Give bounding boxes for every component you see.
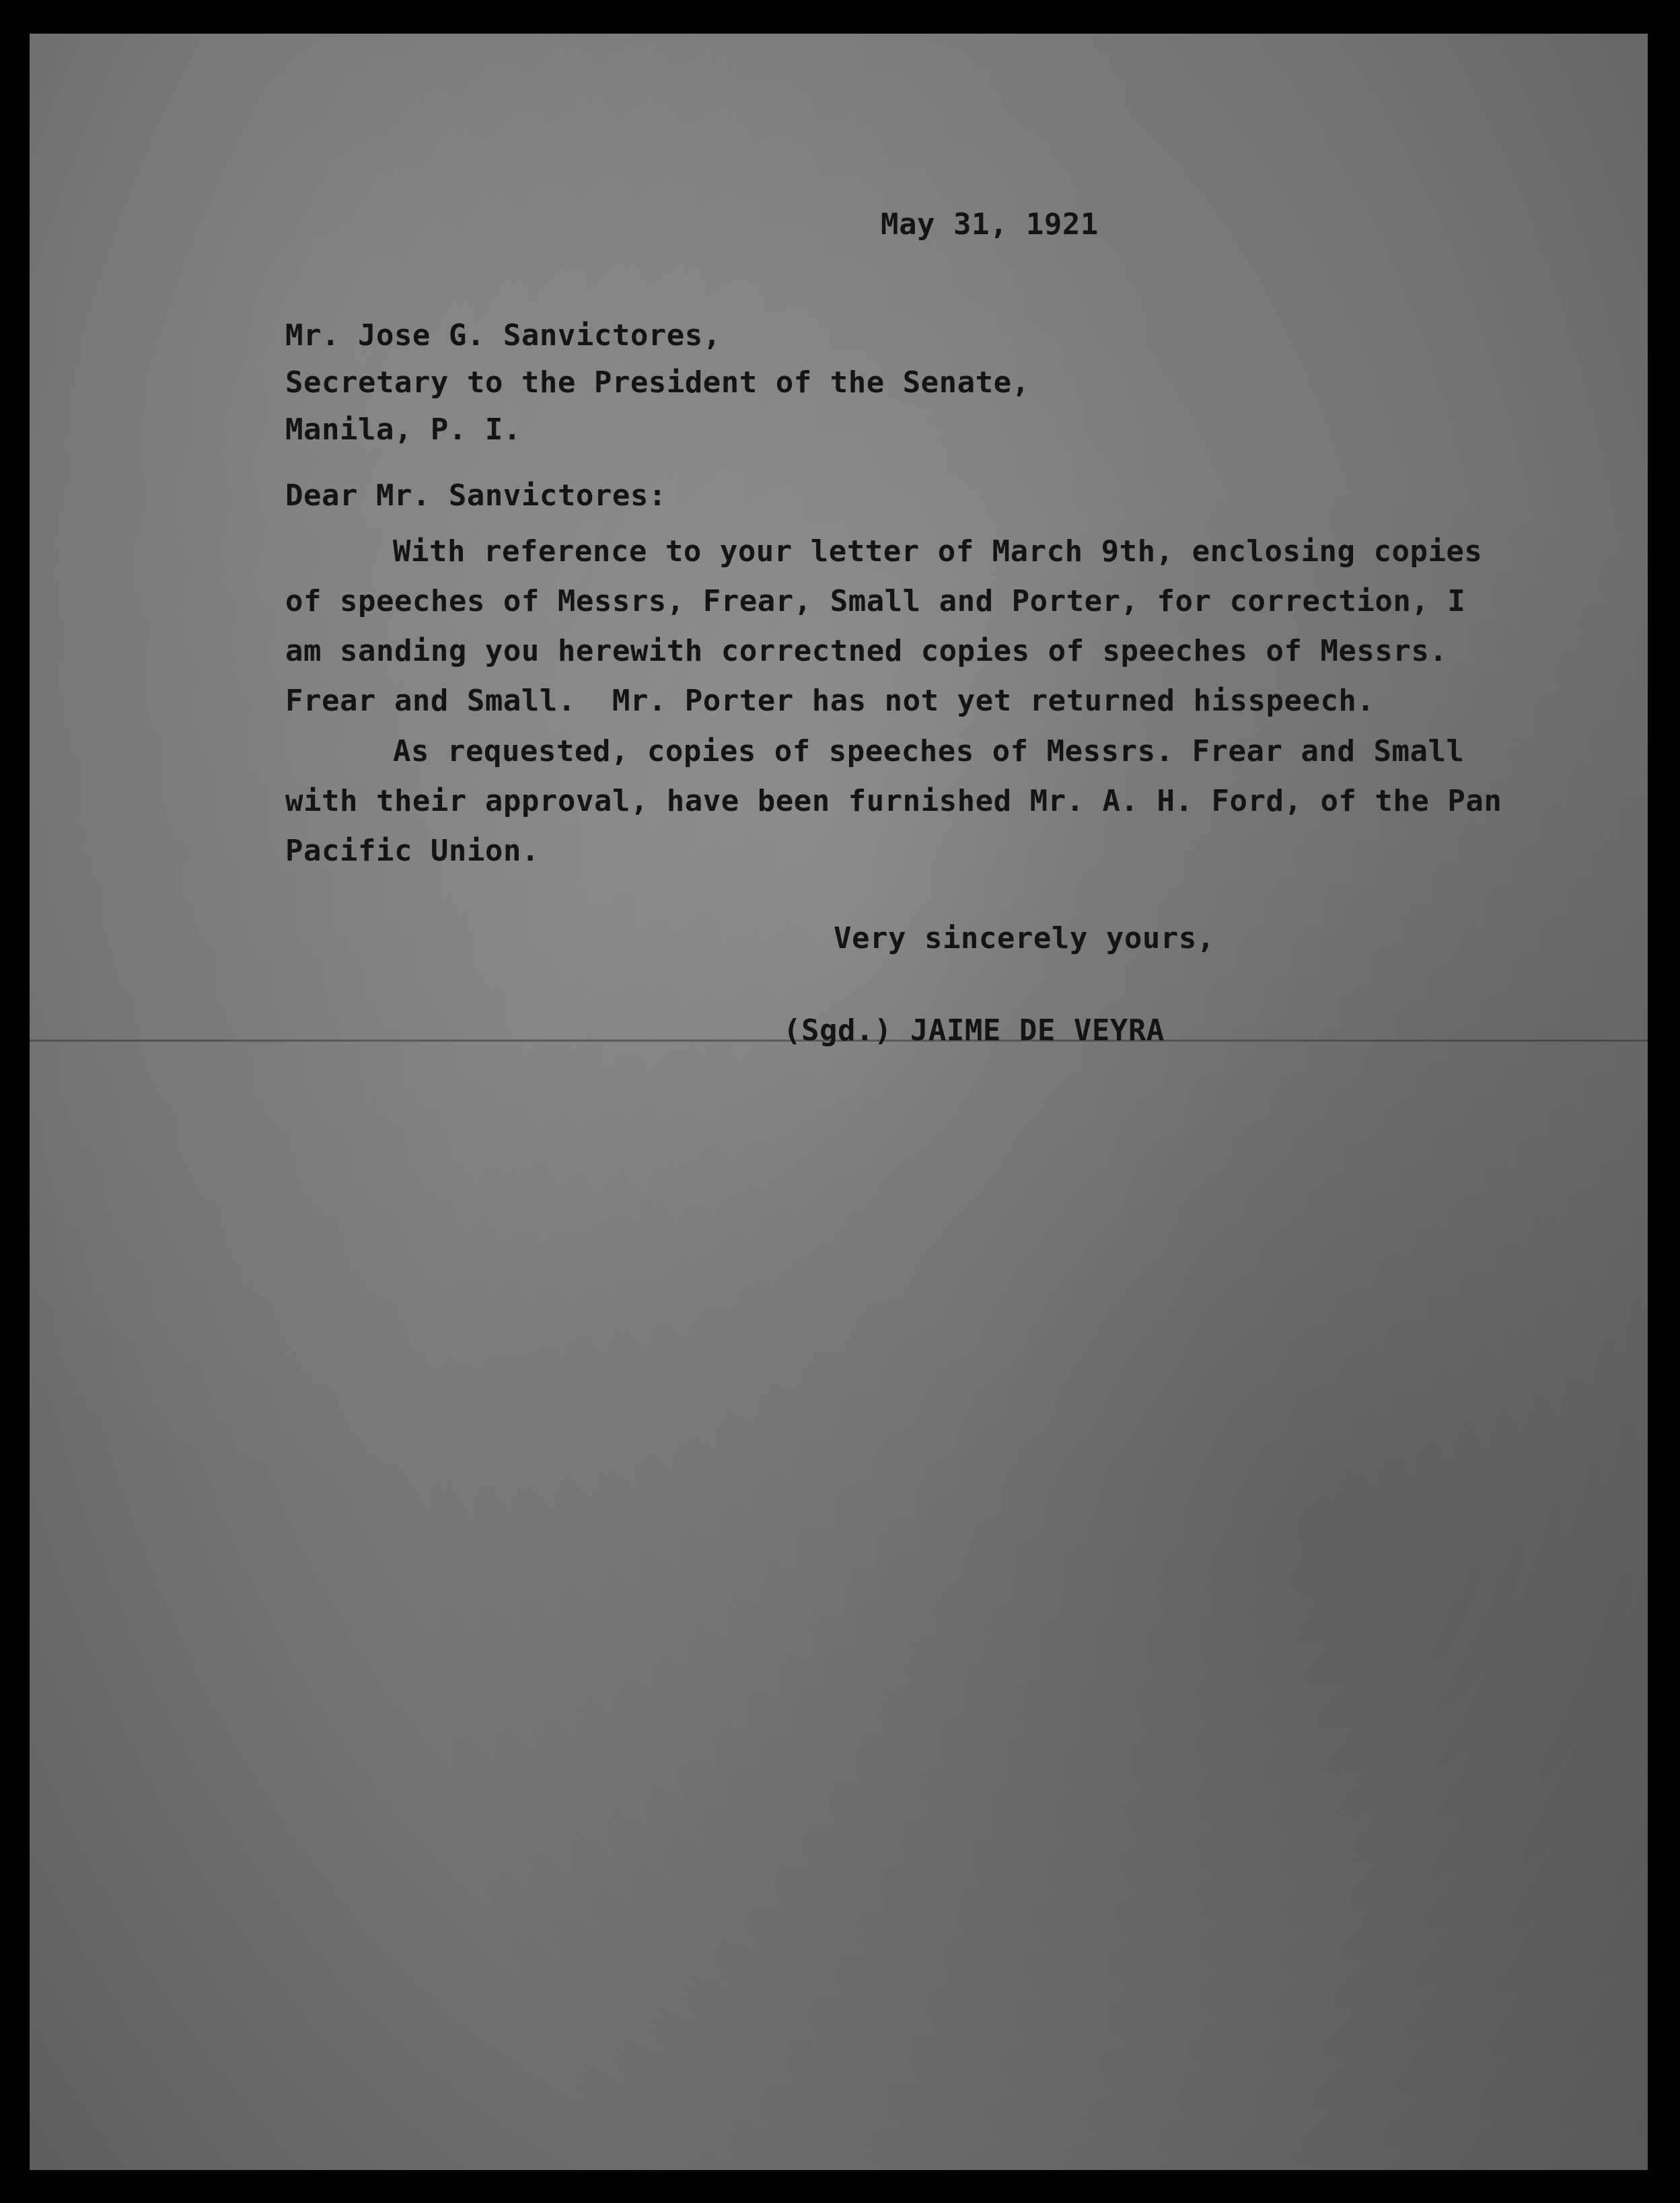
paragraph-1-line-3: am sanding you herewith correctned copies of speeches of Messrs.	[285, 634, 1448, 668]
letter-page	[30, 34, 1648, 2170]
paragraph-2-line-3: Pacific Union.	[285, 834, 540, 868]
paragraph-1-line-2: of speeches of Messrs, Frear, Small and Porter, for correction, I	[285, 584, 1466, 618]
salutation: Dear Mr. Sanvictores:	[285, 478, 667, 513]
signature: (Sgd.) JAIME DE VEYRA	[783, 1013, 1165, 1048]
closing: Very sincerely yours,	[834, 921, 1215, 955]
paragraph-2-line-1: As requested, copies of speeches of Messrs. Frear and Small	[393, 734, 1465, 768]
addressee-title: Secretary to the President of the Senate,	[285, 365, 1030, 400]
letter-date: May 31, 1921	[881, 207, 1099, 242]
addressee-location: Manila, P. I.	[285, 412, 521, 447]
paragraph-1-line-4: Frear and Small. Mr. Porter has not yet returned hisspeech.	[285, 684, 1375, 718]
addressee-name: Mr. Jose G. Sanvictores,	[285, 318, 721, 353]
letter-body	[30, 34, 1648, 2170]
paragraph-1-line-1: With reference to your letter of March 9th, enclosing copies	[393, 534, 1483, 569]
paragraph-2-line-2: with their approval, have been furnished Mr. A. H. Ford, of the Pan	[285, 784, 1502, 818]
